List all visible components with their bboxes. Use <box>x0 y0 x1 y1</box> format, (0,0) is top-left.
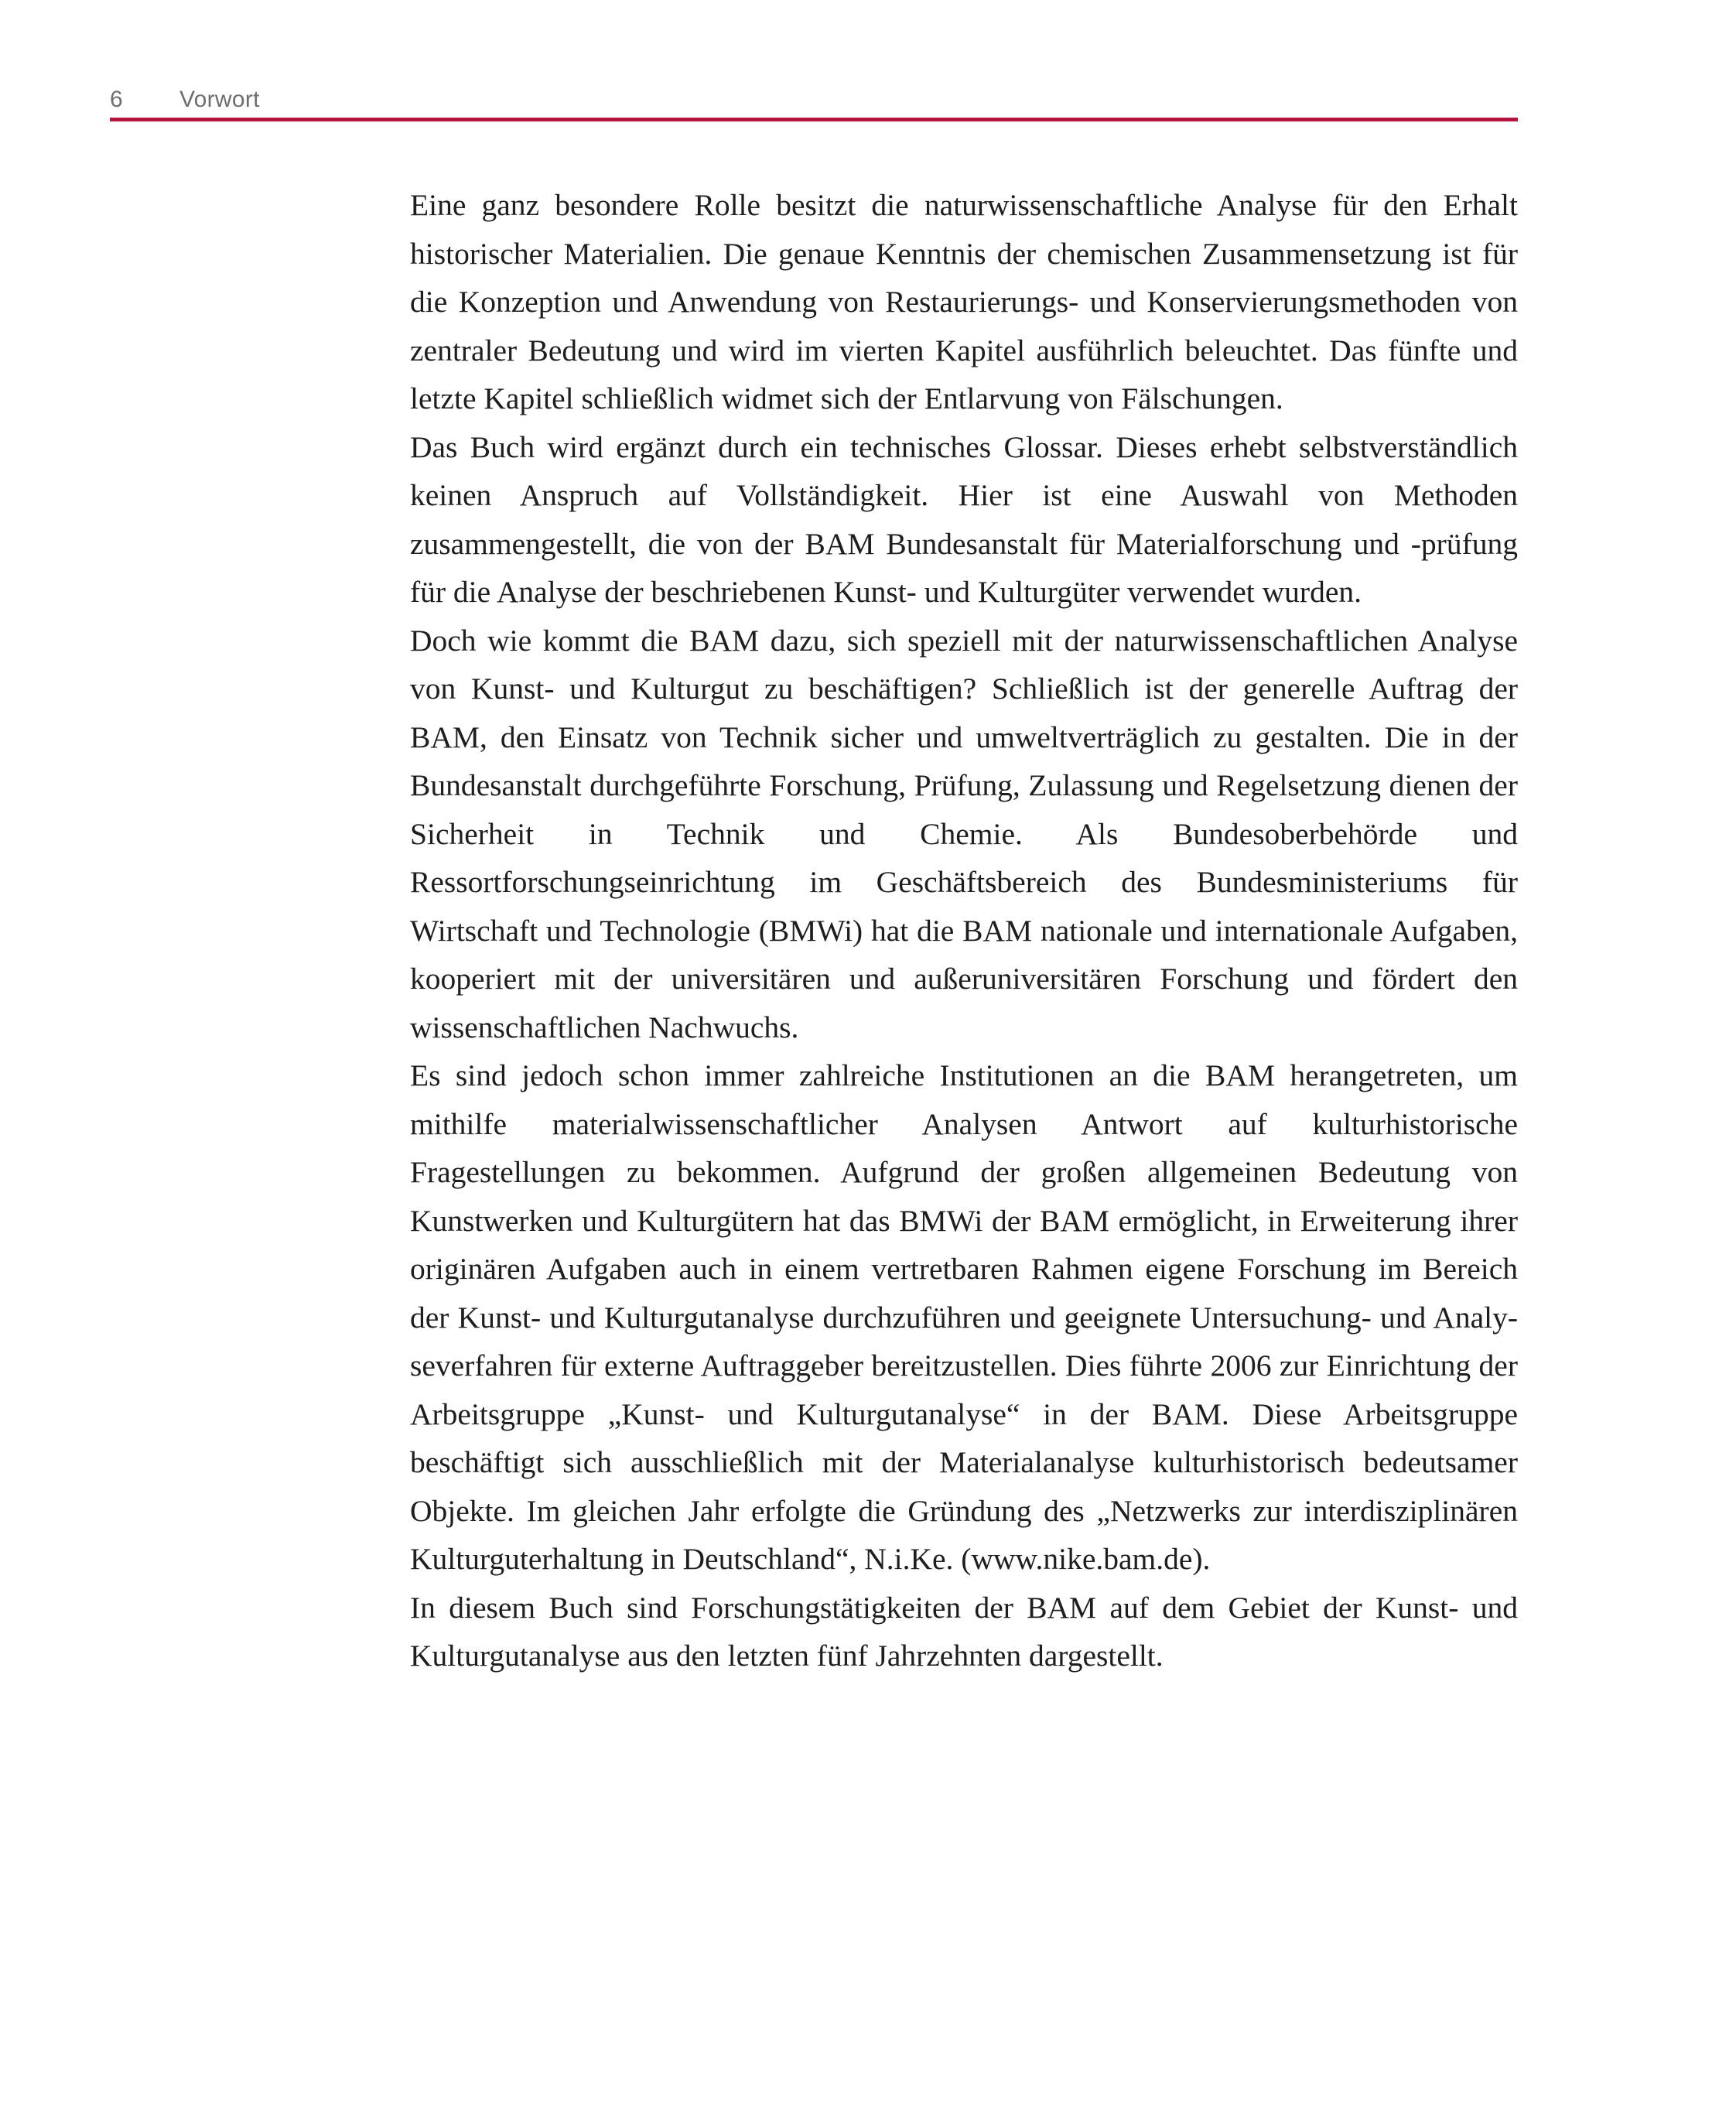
header-rule <box>110 118 1518 121</box>
running-header <box>110 80 1518 122</box>
body-text <box>410 181 1518 1680</box>
paragraph: Es sind jedoch schon immer zahlreiche Institutionen an die BAM herangetreten, um mithilfe materialwissenschaftlicher Analysen Antwort auf kulturhistorische Fragestellungen zu bekommen. Aufgrund der großen allgemeinen Bedeutung von Kunstwerken und Kulturgütern hat das BMWi der BAM ermöglicht, in Erweiterung ihrer originären Aufgaben auch in einem vertretbaren Rahmen eigene Forschung im Bereich der Kunst- und Kulturgutanalyse durchzuführen und geeignete Untersuchung- und Analyseverfahren für externe Auftraggeber bereitzustellen. Dies führte 2006 zur Einrichtung der Arbeitsgruppe „Kunst- und Kulturgutanalyse“ in der BAM. Diese Arbeitsgruppe beschäftigt sich ausschließlich mit der Materialanalyse kulturhistorisch bedeutsamer Objekte. Im gleichen Jahr erfolgte die Gründung des „Netzwerks zur interdisziplinären Kulturguterhaltung in Deutschland“, N.i.Ke. (www.nike.bam.de). <box>410 1058 1518 1576</box>
page-number: 6 <box>110 87 123 112</box>
paragraph: Das Buch wird ergänzt durch ein technisches Glossar. Dieses erhebt selbstverständlich keinen Anspruch auf Vollständigkeit. Hier ist eine Auswahl von Methoden zusammengestellt, die von der BAM Bundesanstalt für Materialforschung und -prüfung für die Analyse der beschriebenen Kunst- und Kulturgüter verwendet wurden. <box>410 429 1518 609</box>
paragraph: Doch wie kommt die BAM dazu, sich speziell mit der naturwissenschaftlichen Analyse von Kunst- und Kulturgut zu beschäftigen? Schließlich ist der generelle Auftrag der BAM, den Einsatz von Technik sicher und umweltverträglich zu gestalten. Die in der Bundesanstalt durchgeführte Forschung, Prüfung, Zulassung und Regelsetzung dienen der Sicherheit in Technik und Chemie. Als Bundesoberbehörde und Ressortforschungseinrichtung im Geschäftsbereich des Bundesministeriums für Wirtschaft und Technologie (BMWi) hat die BAM nationale und internationale Aufgaben, kooperiert mit der universitären und außeruniversitären Forschung und fördert den wissenschaftlichen Nachwuchs. <box>410 623 1518 1044</box>
section-title: Vorwort <box>179 87 260 112</box>
paragraph: In diesem Buch sind Forschungstätigkeiten der BAM auf dem Gebiet der Kunst- und Kulturgutanalyse aus den letzten fünf Jahrzehnten dargestellt. <box>410 1590 1518 1673</box>
paragraph: Eine ganz besondere Rolle besitzt die naturwissenschaftliche Analyse für den Erhalt historischer Materialien. Die genaue Kenntnis der chemischen Zusammensetzung ist für die Konzeption und Anwendung von Restaurierungs- und Konservierungsmethoden von zentraler Bedeutung und wird im vierten Kapitel ausführlich beleuchtet. Das fünfte und letzte Kapitel schließlich widmet sich der Entlarvung von Fälschungen. <box>410 188 1518 415</box>
